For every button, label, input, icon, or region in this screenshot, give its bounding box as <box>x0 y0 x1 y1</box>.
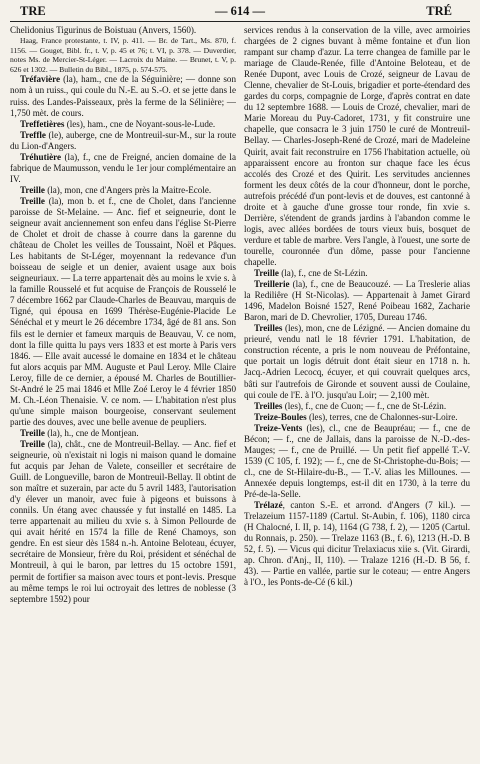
entry-body: services rendus à la conservation de la ville, avec armoiries chargées de 2 cignes buvant à même fontaine et d'un lion rampant sur champ d'azur. La terre changea de famille par le mariage de Claude-Renée, fille d'Antoine Beloteau, et de Renée Dupont, avec Louis de Crozé, seigneur de Lavau de Clenne, chevalier de St-Louis, brigadier et porte-étendard des gardes du corps, compagnie de Lorge, d'après contrat en date du 12 septembre 1688. — Louis de Crozé, chevalier, mari de Marie Moreau du Puy-Cadoret, 1731, y fit construire une chapelle, que consacra le 3 juin 1750 le curé de Montreuil-Bellay. — Charles-Joseph-René de Crozé, mari de Madeleine Quirit, avait fait reconstruire en 1756 l'habitation actuelle, où apparaissent encore au fronton sur chaque face les écus accolés des Crozé et des Quirit. Les servitudes anciennes forment les deux côtés de la cour d'honneur, dont le porche, autrefois précédé d'un pont-levis et de douves, est cantonné à droite et à gauche d'une grosse tour ronde, fin xvie s. Derrière, s'étendent de grands jardins à l'abandon comme le logis, avec allées bordées de tours vieux buis, bosquet de verdure et table de marbre. Vers l'angle, à l'ouest, une sorte de tourelle, couronnée d'un dôme, passe pour l'ancienne chapelle. <box>244 25 470 267</box>
entry-text <box>10 25 236 36</box>
entry-body: (la), f., cne de Freigné, ancien domaine de la fabrique de Maumusson, vendu le 1er jour complémentaire an IV. <box>10 151 236 184</box>
running-header <box>10 4 470 20</box>
dictionary-entry <box>10 428 236 439</box>
entry-body: (les), ham., cne de Noyant-sous-le-Lude. <box>64 118 216 129</box>
entry-body: Chelidonius Tigurinus de Boistuau (Anvers, 1560). <box>10 25 197 35</box>
entry-headword: Tréfavière <box>20 74 61 85</box>
entry-body: (le), auberge, cne de Montreuil-sur-M., sur la route du Lion-d'Angers. <box>10 129 236 151</box>
dictionary-entry <box>10 74 236 118</box>
entry-headword: Treize-Boules <box>254 411 307 422</box>
left-column <box>10 25 236 761</box>
entry-text <box>10 36 236 74</box>
entry-headword: Treille <box>20 438 45 449</box>
entry-headword: Treille <box>20 427 45 438</box>
dictionary-entry <box>244 423 470 500</box>
entry-headword: Treffetières <box>20 118 65 129</box>
entry-body: , canton S.-E. et arrond. d'Angers (7 kil.). — Trelazeium 1157-1189 (Cartul. St-Aubin, f. 106), 1180 circa (H Chalocné, I. II, p. 14), 1164 (G 738, f. 2), — 1205 (Cartul. du Ronnais, p. 250). — Trelaze 1163 (B., f. 6), 1213 (H.-D. B 52, f. 5). — Vicus qui dicitur Trelaxiacus xiie s. (Vit. Girardi, ap. Chron. d'Anj., II, 110). — Tralaze 1216 (H.-D. B 56, f. 43). — Partie en vallée, partie sur le coteau; — entre Angers à l'O., les Ponts-de-Cé (6 kil.) <box>244 500 470 588</box>
dictionary-entry <box>10 185 236 196</box>
entry-headword: Treilles <box>254 400 283 411</box>
entry-headword: Trélazé <box>254 500 283 511</box>
entry-headword: Treize-Vents <box>254 422 303 433</box>
header-rule <box>10 21 470 22</box>
entry-body: (les), mon, cne de Lézigné. — Ancien domaine du prieuré, vendu natl le 18 février 1791. L'habitation, de construction récente, a pris le nom nouveau de Préfontaine, que portait un logis détruit dont était sieur en 1718 n. h. Jacq.-Adrien Lecocq, écuyer, et qui couvrait quelques arcs, bâti sur l'autrefois de Gironde et souvent aussi de Coulaine, qui coule de l'E. à l'O. jusqu'au Loir; — 2,100 mèt. <box>244 323 470 400</box>
header-left: TRE <box>20 4 46 18</box>
entry-body: (la), chât., cne de Montreuil-Bellay. — Anc. fief et seigneurie, où n'existait ni logis ni maison quand le domaine fut acquis par Jehan de Valete, conseiller et secrétaire de Guill. de Longueville, baron de Montreuil-Bellay. Il obtint de son maître et suzerain, par acte du 5 avril 1483, l'autorisation d'y élever un manoir, avec fuie à pigeons et buissons à connils. Un étang avec chaussée y fut installé en 1485. La terre appartenait au milieu du xvie s. à Simon Pellourde de qui avait hérité en 1574 la fille de René Chamoys, son gendre. En est sieur dès 1584 n.-h. Antoine Beloteau, écuyer, secrétaire de Monsieur, frère du Roi, président et sénéchal de Montreuil, à qui le baron, par lettres du 15 octobre 1591, permit de fortifier sa maison avec tours et pont-levis. Presque au même temps le roi lui octroyait des lettres de noblesse (3 septembre 1592) pour <box>10 438 236 604</box>
entry-body: (la), f., cne de St-Lézin. <box>278 268 368 279</box>
dictionary-entry <box>244 500 470 588</box>
entry-body: (la), h., cne de Montjean. <box>44 427 139 438</box>
entry-headword: Treilles <box>254 323 283 334</box>
dictionary-entry <box>244 279 470 323</box>
entry-body: (la), ham., cne de la Séguinière; — donne son nom à un ruiss., qui coule du N.-E. au S.-O. et se jette dans le ruiss. des Landes-Paisseaux, près la ferme de la Sélinière; — 1,750 mèt. de cours. <box>10 74 236 118</box>
entry-text <box>244 25 470 268</box>
entry-headword: Treille <box>20 184 45 195</box>
entry-headword: Treille <box>20 195 45 206</box>
dictionary-entry <box>244 268 470 279</box>
dictionary-entry <box>10 119 236 130</box>
dictionary-entry <box>244 401 470 412</box>
entry-body: (la), mon b. et f., cne de Cholet, dans l'ancienne paroisse de St-Melaine. — Anc. fief et seigneurie, dont le seigneur avait anciennement son enfeu dans l'église St-Pierre de Cholet et droit de chasse à courre dans la garenne du château de Cholet les veilles de Toussaint, Noël et Pâques. Les habitants de St-Léger, moyennant la redevance d'un boisseau de seigle et un denier, avaient usage aux bois seigneuriaux. — La terre appartenait dès au moins le xvie s. à la famille Rousselé et fut acquise de François de Rousselé le 7 décembre 1662 par Claude-Charles de Beauvau, marquis de Tigné, qui épousa en 1699 Thérèse-Eugénie-Placide Le Sénéchal et y meurt le 26 décembre 1734, âgé de 81 ans. Son fils est le dernier et fameux marquis de Beauvau, V. ce nom, dont la fille quitta lu pays vers 1833 et est morte à Paris vers 1846. — Elle avait aucessé le domaine en 1834 et le château fut alors acquis par MM. Auguste et Paul Leroy. Mlle Claire Leroy, fille de ce dernier, a épousé M. Charles de Boutillier-St-André le 25 mai 1846 et Mlle Zoé Leroy le 4 février 1850 M. Ch.-Léon Thenaisie. V. ce nom. — L'habitation n'est plus qu'une simple maison bourgeoise, conservant seulement partie des douves, avec une belle avenue de peupliers. <box>10 195 236 427</box>
entry-body: (les), terres, cne de Chalonnes-sur-Loire. <box>306 411 458 422</box>
page-number: — 614 — <box>215 4 265 18</box>
entry-headword: Treillerie <box>254 279 290 290</box>
entry-body: (les), f., cne de Cuon; — f., cne de St-Lézin. <box>282 400 447 411</box>
dictionary-entry <box>244 323 470 400</box>
entry-body: (la), mon, cne d'Angers près la Maitre-Ecole. <box>44 184 212 195</box>
dictionary-entry <box>10 439 236 605</box>
entry-headword: Treffle <box>20 129 46 140</box>
entry-body: (la), f., cne de Beaucouzé. — La Treslerie alias la Rediliêre (H St-Nicolas). — Appartenait à Jamet Girard 1496, Madelon Boisné 1527, René Poibeau 1682, Zacharie Baron, mari de D. Chevrolier, 1705, Dureau 1746. <box>244 279 470 323</box>
entry-body: (les), cl., cne de Beaupréau; — f., cne de Bécon; — f., cne de Jallais, dans la paroisse de N.-D.-des-Mauges; — f., cne de Pruillé. — Un petit fief appellé T.-V. 1539 (C 105, f. 192); — f., cne de St-Christophe-du-Bois; — cl., cne de St-Hilaire-du-B., — T.-V. alias les Millounes. — Annexée depuis longtemps, est-il dit en 1730, à la terre du Pré-de-la-Selle. <box>244 422 470 499</box>
entry-headword: Treille <box>254 268 279 279</box>
dictionary-entry <box>10 196 236 428</box>
header-right: TRÉ <box>426 4 452 18</box>
dictionary-entry <box>10 130 236 152</box>
entry-body: Haag, France protestante, t. IV, p. 411. — Br. de Tart., Ms. 870, f. 1156. — Gouget, Bibl. fr., t. V, p. 45 et 76; t. VI, p. 378. — Duverdier, notes Ms. de Mercier-St-Léger. — Lacroix du Maine. — Brunet, t. V, p. 626 et 1302. — Bulletin du Bibl., 1875, p. 574-575. <box>10 36 236 74</box>
right-column <box>244 25 470 761</box>
dictionary-entry <box>244 412 470 423</box>
entry-headword: Tréhutière <box>20 151 62 162</box>
dictionary-entry <box>10 152 236 185</box>
